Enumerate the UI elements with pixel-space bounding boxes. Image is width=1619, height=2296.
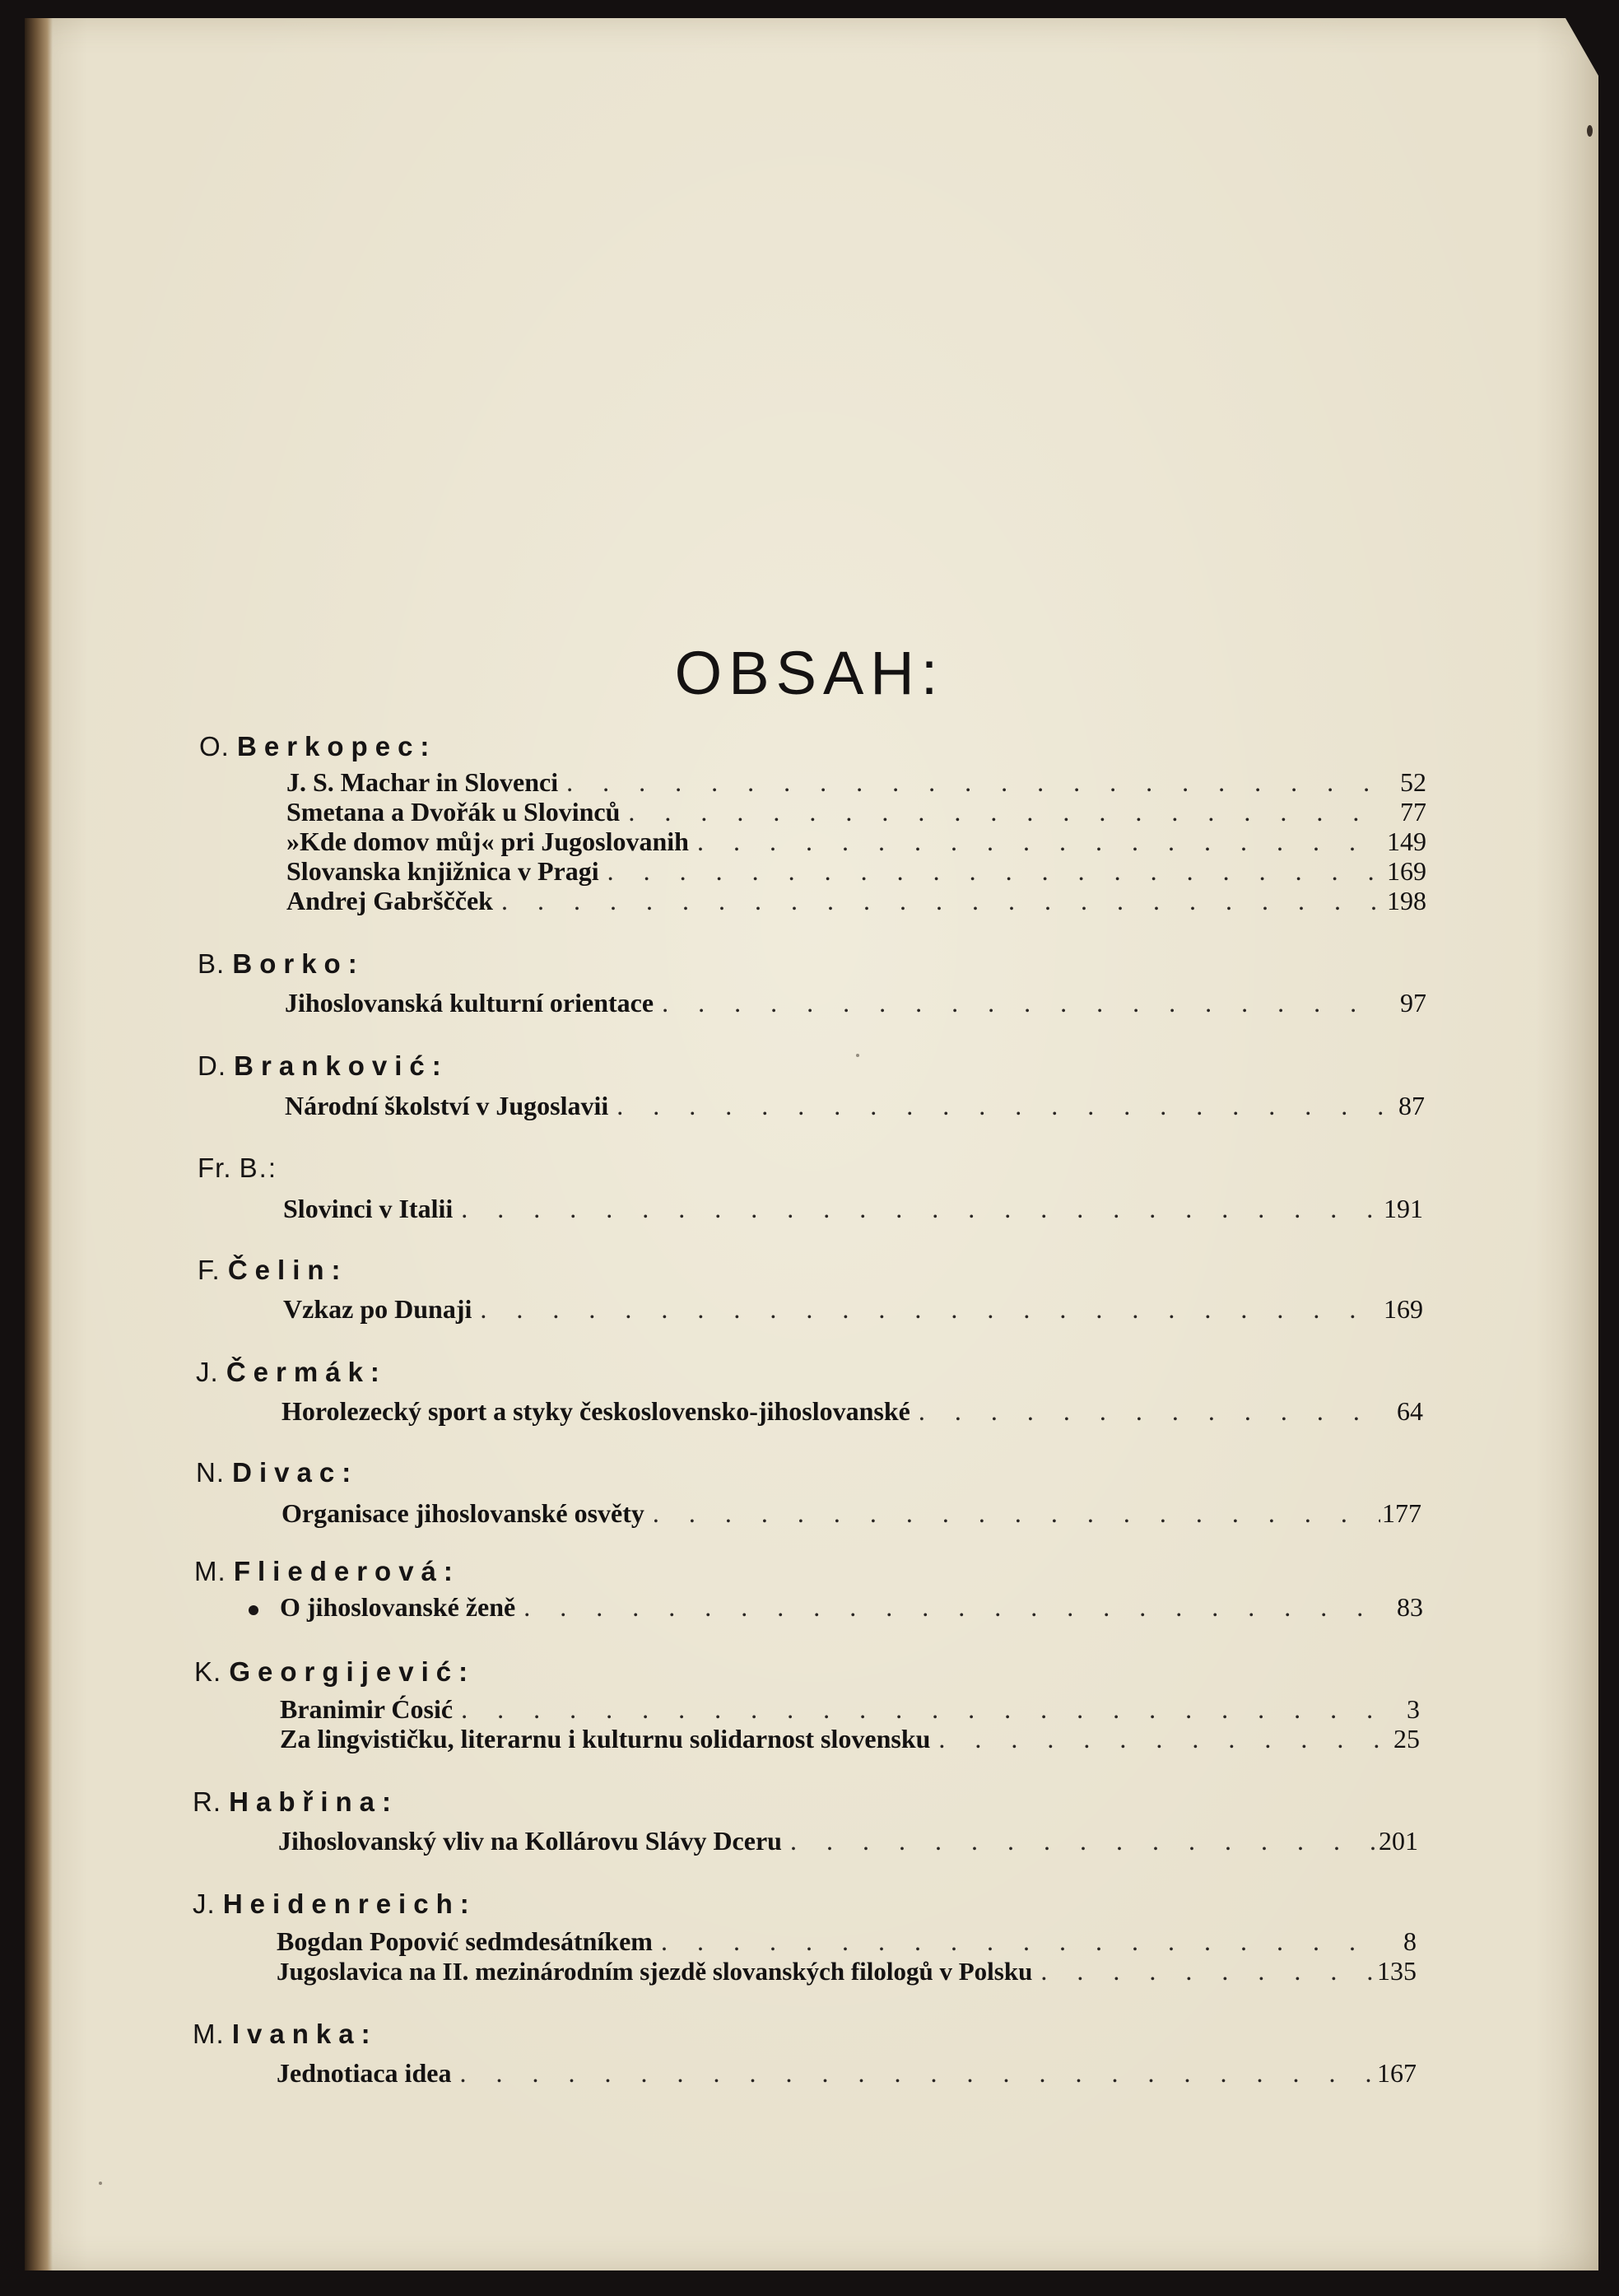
author-name: Georgijević:	[229, 1656, 476, 1687]
author-name: Habřina:	[229, 1786, 399, 1817]
entry-title: O jihoslovanské ženě	[280, 1592, 516, 1622]
entry-title: Slovinci v Italii	[283, 1194, 454, 1223]
author-initial: B.	[198, 948, 226, 979]
entry-title: Vzkaz po Dunaji	[283, 1294, 472, 1324]
toc-entry	[286, 767, 1426, 800]
toc-entry	[281, 1498, 1421, 1531]
entry-title: Za lingvističku, literarnu i kulturnu solidarnost slovensku	[280, 1724, 931, 1753]
entry-title: Horolezecký sport a styky československo-jihoslovanské	[281, 1396, 910, 1426]
entry-page: 25	[1393, 1724, 1420, 1753]
bullet-mark	[249, 1605, 258, 1615]
entry-page: 64	[1397, 1396, 1423, 1426]
entry-title: Slovanska knjižnica v Pragi	[286, 856, 599, 886]
author-heading	[193, 1888, 477, 1920]
author-heading	[193, 1786, 398, 1818]
entry-page: 169	[1387, 856, 1426, 886]
dot-leader	[689, 827, 1385, 857]
toc-entry	[286, 856, 1426, 889]
entry-title: Národní školství v Jugoslavii	[285, 1091, 609, 1120]
dot-leader	[1032, 1956, 1375, 1986]
entry-title: Jihoslovanská kulturní orientace	[285, 988, 654, 1018]
entry-page: 87	[1398, 1091, 1425, 1120]
page-title: OBSAH:	[674, 639, 945, 707]
author-initial: J.	[196, 1357, 219, 1387]
entry-page: 52	[1400, 767, 1426, 797]
author-heading	[194, 1656, 475, 1688]
entry-page: 97	[1400, 988, 1426, 1018]
paper-speck	[856, 1054, 859, 1057]
dot-leader	[558, 767, 1385, 798]
entry-page: 8	[1403, 1926, 1417, 1956]
dot-leader	[644, 1498, 1380, 1529]
entry-title: Andrej Gabrščček	[286, 886, 493, 915]
entry-title: Organisace jihoslovanské osvěty	[281, 1498, 644, 1528]
entry-title: Jihoslovanský vliv na Kollárovu Slávy Dceru	[278, 1826, 782, 1856]
entry-page: 149	[1387, 827, 1426, 856]
author-initial: F.	[198, 1255, 221, 1285]
toc-entry	[285, 1091, 1425, 1124]
author-heading	[198, 1255, 348, 1286]
author-name: B.:	[239, 1153, 278, 1183]
toc-entry	[277, 1956, 1417, 1989]
dot-leader	[654, 988, 1385, 1018]
author-initial: J.	[193, 1888, 216, 1919]
toc-entry	[285, 988, 1426, 1021]
paper-speck	[1587, 125, 1593, 137]
entry-title: Branimir Ćosić	[280, 1694, 454, 1724]
dot-leader	[599, 856, 1385, 887]
entry-title: Smetana a Dvořák u Slovinců	[286, 797, 621, 827]
entry-title: »Kde domov můj« pri Jugoslovanih	[286, 827, 689, 856]
entry-page: 198	[1387, 886, 1426, 915]
author-name: Čermák:	[226, 1357, 387, 1387]
entry-title: Jugoslavica na II. mezinárodním sjezdě slovanských filologů v Polsku	[277, 1957, 1033, 1986]
author-initial: M.	[193, 2019, 225, 2049]
entry-page: 3	[1407, 1694, 1420, 1724]
dot-leader	[782, 1826, 1377, 1856]
entry-page: 135	[1377, 1956, 1417, 1986]
dot-leader	[453, 1194, 1382, 1224]
dot-leader	[515, 1592, 1382, 1623]
author-initial: M.	[194, 1556, 226, 1586]
author-name: Berkopec:	[237, 731, 437, 761]
paper-speck	[99, 2182, 102, 2185]
author-heading	[198, 1153, 277, 1184]
toc-entry	[283, 1194, 1423, 1227]
toc-entry	[286, 886, 1426, 919]
author-initial: Fr.	[198, 1153, 232, 1183]
toc-entry	[277, 2058, 1417, 2091]
entry-title: Jednotiaca idea	[277, 2058, 452, 2088]
author-name: Čelin:	[227, 1255, 348, 1285]
author-name: Divac:	[232, 1457, 359, 1488]
author-name: Branković:	[234, 1050, 449, 1081]
entry-page: 191	[1384, 1194, 1423, 1223]
author-initial: N.	[196, 1457, 225, 1488]
author-heading	[196, 1357, 387, 1388]
toc-entry	[280, 1592, 1423, 1625]
author-heading	[198, 948, 365, 980]
entry-page: 177	[1382, 1498, 1421, 1528]
author-initial: O.	[199, 731, 230, 761]
author-name: Ivanka:	[231, 2019, 378, 2049]
dot-leader	[930, 1724, 1379, 1754]
entry-title: J. S. Machar in Slovenci	[286, 767, 559, 797]
page-corner	[1565, 18, 1598, 76]
author-initial: K.	[194, 1656, 222, 1687]
toc-entry	[280, 1694, 1420, 1727]
book-spine-shadow	[25, 18, 53, 2270]
entry-page: 83	[1397, 1592, 1423, 1622]
dot-leader	[910, 1396, 1382, 1427]
dot-leader	[620, 797, 1385, 827]
toc-entry	[286, 827, 1426, 859]
toc-entry	[283, 1294, 1423, 1327]
dot-leader	[472, 1294, 1382, 1325]
author-name: Fliederová:	[233, 1556, 460, 1586]
dot-leader	[453, 1694, 1379, 1725]
entry-page: 77	[1400, 797, 1426, 827]
toc-entry	[286, 797, 1426, 830]
toc-entry	[278, 1826, 1418, 1859]
author-name: Heidenreich:	[222, 1888, 477, 1919]
author-heading	[194, 1556, 460, 1587]
dot-leader	[493, 886, 1385, 916]
entry-page: 167	[1377, 2058, 1417, 2088]
dot-leader	[451, 2058, 1375, 2089]
entry-title: Bogdan Popović sedmdesátníkem	[277, 1926, 653, 1956]
entry-page: 169	[1384, 1294, 1423, 1324]
toc-entry	[277, 1926, 1417, 1959]
author-initial: D.	[198, 1050, 226, 1081]
entry-page: 201	[1379, 1826, 1418, 1856]
author-heading	[198, 1050, 449, 1082]
dot-leader	[653, 1926, 1375, 1957]
author-initial: R.	[193, 1786, 221, 1817]
toc-entry	[281, 1396, 1423, 1429]
author-heading	[196, 1457, 358, 1488]
toc-entry	[280, 1724, 1420, 1757]
author-heading	[199, 731, 436, 762]
dot-leader	[608, 1091, 1384, 1121]
author-name: Borko:	[232, 948, 365, 979]
author-heading	[193, 2019, 378, 2050]
